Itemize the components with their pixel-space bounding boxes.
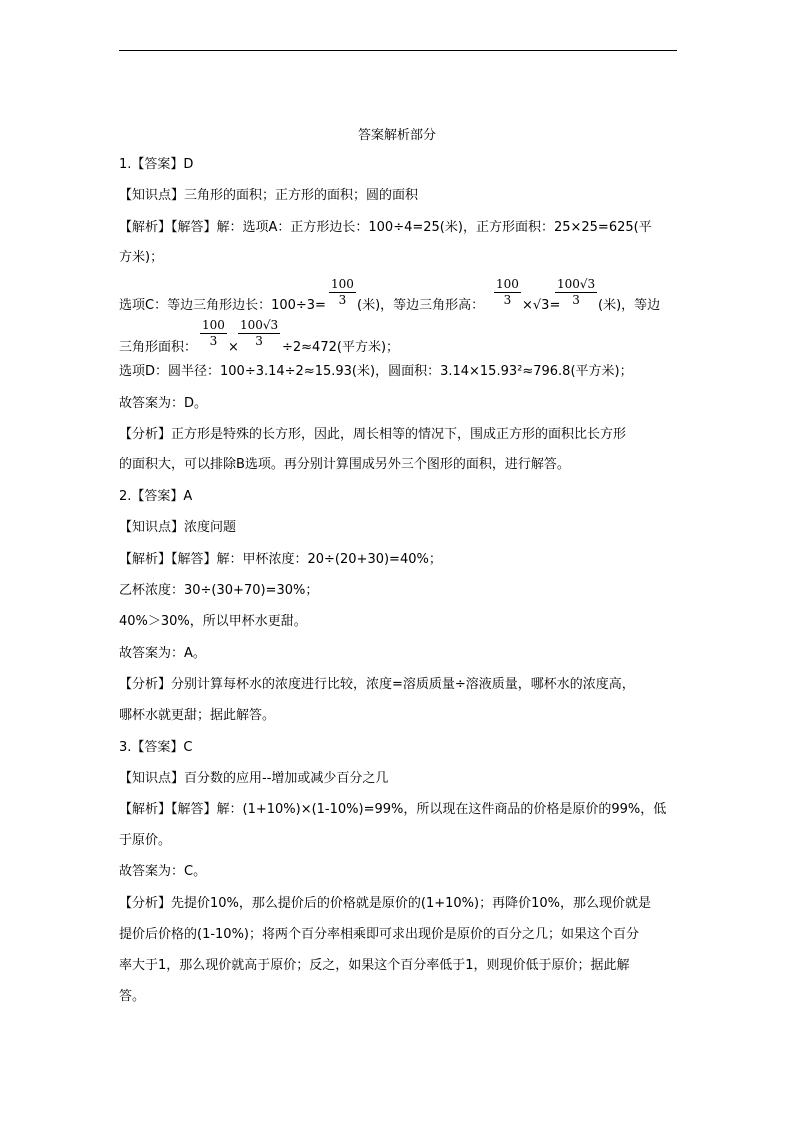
q1-option-c-text1: 选项C：等边三角形边长：100÷3= bbox=[119, 298, 326, 313]
q3-knowledge: 【知识点】百分数的应用--增加或减少百分之几 bbox=[119, 771, 389, 786]
q3-explain-line3: 率大于1，那么现价就高于原价；反之，如果这个百分率低于1，则现价低于原价；据此解 bbox=[119, 958, 630, 973]
q1-knowledge: 【知识点】三角形的面积；正方形的面积；圆的面积 bbox=[119, 188, 419, 203]
q3-analysis-line2: 于原价。 bbox=[119, 833, 172, 848]
q1-option-c-text3: ×√3= bbox=[522, 298, 561, 313]
q2-knowledge: 【知识点】浓度问题 bbox=[119, 520, 237, 535]
q1-fraction-100-over-3-b: $\frac{100}{3}$ bbox=[496, 277, 519, 307]
q2-analysis-line1: 【解析】【解答】解：甲杯浓度：20÷(20+30)=40%； bbox=[119, 552, 442, 567]
q3-explain-line2: 提价后价格的(1-10%)；将两个百分率相乘即可求出现价是原价的百分之几；如果这个百分 bbox=[119, 927, 640, 942]
q1-triangle-area-result: ÷2≈472(平方米)； bbox=[282, 340, 400, 355]
q1-option-c-text4: (米)，等边 bbox=[598, 298, 661, 313]
q1-explain-line1: 【分析】正方形是特殊的长方形，因此，周长相等的情况下，围成正方形的面积比长方形 bbox=[119, 427, 627, 442]
q3-explain-line4: 答。 bbox=[119, 989, 146, 1004]
header-rule bbox=[119, 50, 677, 51]
q3-answer: 3.【答案】C bbox=[119, 740, 193, 755]
q1-option-d: 选项D：圆半径：100÷3.14÷2≈15.93(米)，圆面积：3.14×15.93²≈796.8(平方米)； bbox=[119, 364, 633, 379]
q1-fraction-100-over-3-a: $\frac{100}{3}$ bbox=[331, 277, 354, 307]
q1-answer: 1.【答案】D bbox=[119, 157, 194, 172]
q1-option-c-text2: (米)，等边三角形高： bbox=[357, 298, 485, 313]
page-title: 答案解析部分 bbox=[357, 128, 436, 143]
q2-analysis-line3: 40%＞30%，所以甲杯水更甜。 bbox=[119, 614, 307, 629]
q1-analysis-line1: 【解析】【解答】解：选项A：正方形边长：100÷4=25(米)，正方形面积：25×25=625(平 bbox=[119, 220, 652, 235]
q3-conclusion: 故答案为：C。 bbox=[119, 864, 207, 879]
q2-explain-line1: 【分析】分别计算每杯水的浓度进行比较，浓度=溶质质量÷溶液质量，哪杯水的浓度高， bbox=[119, 677, 635, 692]
q2-answer: 2.【答案】A bbox=[119, 489, 193, 504]
q1-triangle-area-label: 三角形面积： bbox=[119, 340, 198, 355]
q1-conclusion: 故答案为：D。 bbox=[119, 396, 208, 411]
q2-conclusion: 故答案为：A。 bbox=[119, 646, 206, 661]
q1-explain-line2: 的面积大，可以排除B选项。再分别计算围成另外三个图形的面积，进行解答。 bbox=[119, 457, 570, 472]
q3-analysis-line1: 【解析】【解答】解：(1+10%)×(1-10%)=99%，所以现在这件商品的价格是原价的99%，低 bbox=[119, 802, 667, 817]
q3-explain-line1: 【分析】先提价10%，那么提价后的价格就是原价的(1+10%)；再降价10%，那么现价就是 bbox=[119, 896, 651, 911]
q1-multiply-sign: × bbox=[228, 340, 239, 355]
q1-fraction-100root3-over-3-b: $\frac{100√3}{3}$ bbox=[240, 318, 279, 348]
q1-fraction-100-over-3-c: $\frac{100}{3}$ bbox=[202, 318, 225, 348]
q1-fraction-100root3-over-3-a: $\frac{100√3}{3}$ bbox=[557, 277, 596, 307]
q2-explain-line2: 哪杯水就更甜；据此解答。 bbox=[119, 708, 276, 723]
q1-analysis-line2: 方米)； bbox=[119, 250, 164, 265]
q2-analysis-line2: 乙杯浓度：30÷(30+70)=30%； bbox=[119, 583, 319, 598]
